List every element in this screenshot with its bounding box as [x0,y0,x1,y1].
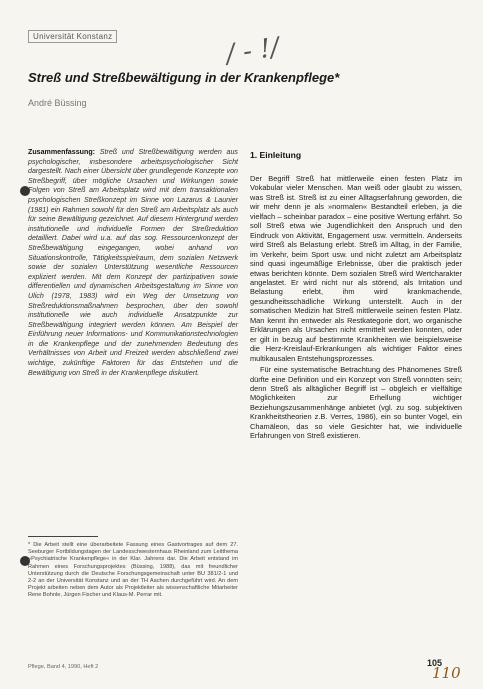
journal-reference: Pflege, Band 4, 1990, Heft 2 [28,664,99,670]
body-paragraph: Der Begriff Streß hat mittlerweile einen festen Platz im Vokabular vieler Menschen. Man weiß oder glaubt zu wissen, was Streß ist. Streß ist zu einer Alltagserfahrung geworden, die wir mehr denn je als »normalen« Bestandteil erleben, ja die vielfach – scheinbar paradox – eine positive Wertung erfährt. So soll Streß etwa wie Jugendlichkeit den Anspruch und den Eindruck von Aktivität, Engagement usw. vermitteln. Anderseits wird Streß als Belastung erlebt. Streß im Alltag, in der Familie, im Verkehr, beim Sport usw. und nicht zuletzt am Arbeitsplatz sind quasi ingeumäßige Erlebnisse, über die praktisch jeder etwas berichten könnte. Dem sozialen Streß wird Wertcharakter angelastet. Er wird nicht nur als störend, als Irritation und Belastung erlebt, ihm wird krankmachende, gesundheitsschädliche Wirkung unterstellt. Auch in der somatischen Medizin hat Streß mittlerweile seinen festen Platz. Man kennt ihn entweder als Restkategorie dort, wo organische Erklärungen als Ursachen nicht ermittelt werden konnten, oder er gilt in bezug auf bestimmte Krankheiten wie beispielsweise die Herz-Kreislauf-Erkrankungen als wichtiger Faktor eines multikausalen Entstehungsprozesses. [250,174,462,363]
article-author: André Büssing [28,98,87,108]
body-column [250,150,462,441]
body-paragraph: Für eine systematische Betrachtung des Phänomenes Streß dürfte eine Definition und ein Konzept von Streß vonnöten sein; denn Streß als alltäglicher Begriff ist – obgleich er vielfältige Möglichkeiten zur Erhellung wichtiger Beziehungszusammenhänge anbietet (vgl. zu sog. subjektiven Krankheitstheorien z.B. Verres, 1986), ein so bunter Vogel, ein Chamäleon, das so viele Gesichter hat, wie individuelle Erfahrungen von Streß existieren. [250,365,462,441]
handwritten-page-number: 110 [432,664,461,682]
footnote: * Die Arbeit stellt eine überarbeitete Fassung eines Gastvortrages auf dem 27. Seeburger Fortbildungstagen der Landesschwesternhaus Rheinland zum Leitthema »Psychiatrische Krankenpflege« in der Klar. Jahrens dar. Die Arbeit entstand im Rahmen eines Forschungsprojektes (Büssing, 1988), das mit freundlicher Unterstützung durch die Deutsche Forschungsgemeinschaft unter BU 381/2-1 und 2-2 an der Universität Konstanz und an der TH Aachen durchgeführt wird. An dem Projekt arbeiten neben dem Autor als Projektleiter als wissenschaftliche Mitarbeiter Rene Bohnle, Jürgen Fischer und Klaus-M. Perrar mit. [28,542,238,599]
abstract-label: Zusammenfassung: [28,148,96,156]
section-heading: 1. Einleitung [250,150,302,160]
abstract [28,148,238,378]
article-title: Streß und Streßbewältigung in der Krankenpflege* [28,70,340,85]
handwritten-scrawl: / - !/ [224,32,282,70]
abstract-text: Streß und Streßbewältigung werden aus psychologischer, insbesondere arbeitspsychologischer Sicht dargestellt. Nach einer Übersicht über grundlegende Konzepte von Streßbegriff, über mögliche Ursachen und Wirkungen sowie Folgen von Streß am Arbeitsplatz wird mit dem transaktionalen psychologischen Streßkonzept im Sinne von Lazarus & Launier (1981) ein Rahmen sowohl für den Streß am Arbeitsplatz als auch für seine Bewältigung gezeichnet. Auf diesem Hintergrund werden institutionelle und individuelle Formen der Streßreduktion detailliert. Dabei wird u.a. auf das sog. Ressourcenkonzept der Streßbewältigung eingegangen, wobei anhand von Situationskontrolle, Tätigkeitsspielraum, dem sozialen Netzwerk sowie der sozialen Unterstützung wesentliche Ressourcen expliziert werden. Mit dem Konzept der partizipativen sowie differentiellen und dynamischen Arbeitsgestaltung im Sinne von Ulich (1978, 1983) wird ein Weg der Umsetzung von Streßreduktionsmaßnahmen besprochen, über den sowohl institutionelle wie auch individuelle Ansatzpunkte zur Streßbewältigung integriert werden können. Am Beispiel der Einführung neuer Informations- und Kommunikationstechnologien in die Krankenpflege und der zunehmenden Bedeutung des Verhältnisses von Arbeit und Freizeit werden abschließend zwei wichtige, zukünftige Faktoren für das Entstehen und die Bewältigung von Streß in der Krankenpflege diskutiert. [28,148,238,377]
abstract-column [28,148,238,378]
footnote-rule [28,536,98,537]
institution-label: Universität Konstanz [28,30,117,43]
page-number: 105 [427,658,443,668]
